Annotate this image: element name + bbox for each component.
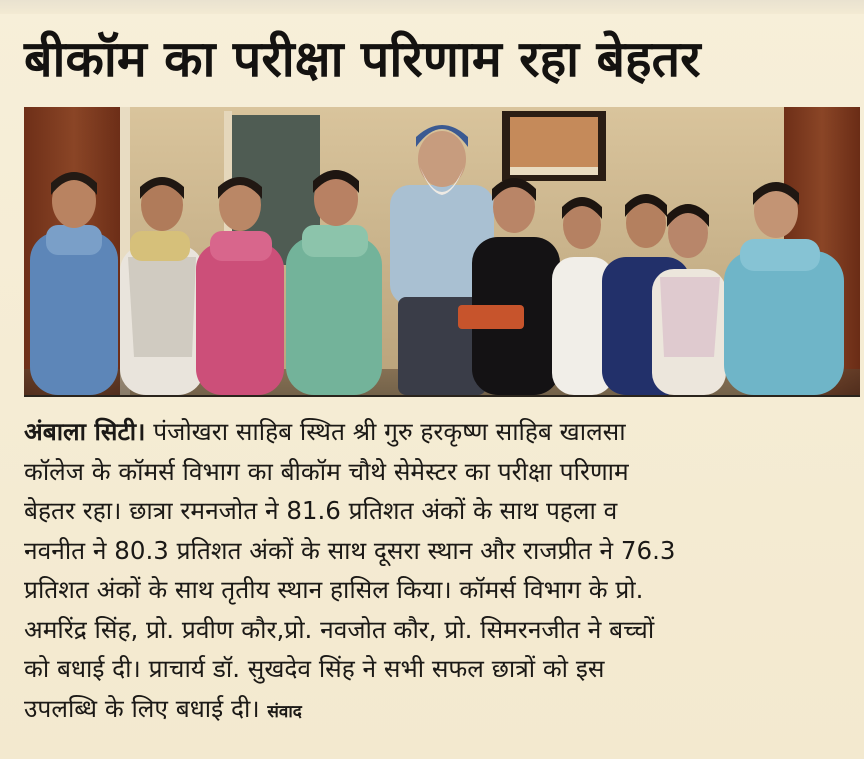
top-edge xyxy=(0,0,864,14)
dateline: अंबाला सिटी। xyxy=(24,417,146,446)
body-line-4: नवनीत ने 80.3 प्रतिशत अंकों के साथ दूसरा स्थान और राजप्रीत ने 76.3 xyxy=(24,535,676,565)
gift-box xyxy=(458,305,524,329)
body-line-7: को बधाई दी। प्राचार्य डॉ. सुखदेव सिंह ने सभी सफल छात्रों को इस xyxy=(24,654,605,683)
photo-illustration xyxy=(24,107,860,395)
portrait-caption xyxy=(510,167,598,175)
group-photo xyxy=(24,107,860,397)
article-body xyxy=(24,412,860,728)
body-text-8: उपलब्धि के लिए बधाई दी। xyxy=(24,693,260,723)
body-line-6: अमरिंद्र सिंह, प्रो. प्रवीण कौर,प्रो. नवजोत कौर, प्रो. सिमरनजीत ने बच्चों xyxy=(24,614,655,644)
body-line-5: प्रतिशत अंकों के साथ तृतीय स्थान हासिल किया। कॉमर्स विभाग के प्रो. xyxy=(24,575,644,604)
body-line-3: बेहतर रहा। छात्रा रमनजोत ने 81.6 प्रतिशत अंकों के साथ पहला व xyxy=(24,496,618,525)
wall-portrait xyxy=(510,117,598,167)
body-line-2: कॉलेज के कॉमर्स विभाग का बीकॉम चौथे सेमेस्टर का परीक्षा परिणाम xyxy=(24,456,629,486)
reporter-credit: संवाद xyxy=(267,701,302,722)
body-text-1: पंजोखरा साहिब स्थित श्री गुरु हरकृष्ण साहिब खालसा xyxy=(145,417,626,446)
headline: बीकॉम का परीक्षा परिणाम रहा बेहतर xyxy=(24,30,701,88)
body-line-8 xyxy=(24,689,860,729)
body-line-1 xyxy=(24,412,860,452)
